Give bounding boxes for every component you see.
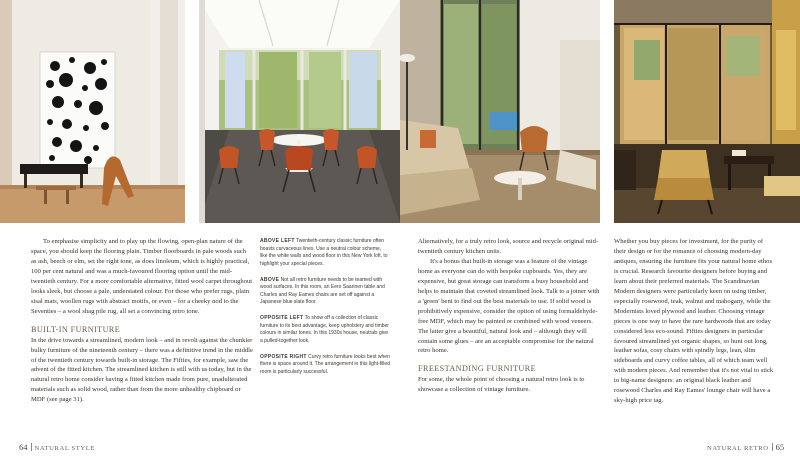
folio-right	[707, 442, 784, 452]
section-title-left: NATURAL STYLE	[34, 445, 95, 452]
caption-heading: OPPOSITE LEFT	[260, 315, 304, 322]
subheading-built-in-furniture: BUILT-IN FURNITURE	[31, 324, 121, 334]
page-number-left: 64	[19, 442, 28, 452]
freestanding-paragraph: For some, the whole point of choosing a natural retro look is to showcase a collection of vintage furniture.	[418, 376, 585, 394]
kitchen-units-paragraph: Alternatively, for a truly retro look, source and recycle original mid-twentieth century kitchen units.	[418, 238, 599, 255]
folio-divider	[31, 443, 32, 451]
caption-text: Not all retro furniture needs to be teamed with wood surfaces. In this room, an Eero Saarinen table and Charles and Ray Eames chairs are set off against a Japanese blue slate floor.	[260, 276, 385, 306]
body-column-1	[31, 237, 253, 405]
body-column-3	[418, 237, 601, 395]
dining-room-glass-photo	[199, 0, 400, 223]
body-column-4	[614, 237, 774, 406]
living-room-art-photo	[0, 0, 185, 223]
living-room-rosewood-photo	[614, 0, 800, 223]
caption-text: Twentieth-century classic furniture often boasts curvaceous lines. Use a neutral colour scheme, like the white walls and wood floor in this New York loft, to highlight your special pieces.	[260, 238, 388, 267]
built-in-paragraph: In the drive towards a streamlined, modern look – and in revolt against the chunkier bulky furniture of the nineteenth century – there was a definitive trend in the middle of the twentieth century towards built-in storage. The Fifties, for example, saw the advent of the fitted kitchen. The streamlined kitchen is still with us today, but in the natural retro home consider having a fitted kitchen made from pure, unadulterated materials such as solid wood, rather than from the more unhealthy chipboard or MDF (see page 31).	[31, 336, 253, 404]
section-title-right: NATURAL RETRO	[707, 445, 769, 452]
lounge-pool-view-photo	[400, 0, 600, 223]
captions-column	[260, 238, 390, 385]
caption-opposite-left	[260, 315, 390, 345]
caption-heading: ABOVE LEFT	[260, 238, 295, 244]
page-number-right: 65	[775, 442, 785, 452]
caption-heading: OPPOSITE RIGHT	[260, 353, 307, 360]
folio-divider	[772, 443, 773, 451]
caption-text: To show off a collection of classic furniture to its best advantage, keep upholstery and timber colours in similar tones. In this 1930s house, neutrals give a pulled-together look.	[260, 315, 389, 344]
investment-paragraph: Whether you buy pieces for investment, for the purity of their design or for the romance of choosing modern-day antiques, ensuring the furniture fits your natural home ethos is crucial. Research favourite designers before buying and learn about their preferred materials. The Scandinavian Modern designers were particularly keen on using timber, especially rosewood, teak, walnut and mahogany, while the Modernists loved plywood and leather. Choosing vintage pieces is one way to have the rare hardwoods that are today considered less eco-sound. Fifties designers in particular favoured streamlined yet organic shapes, so hunt out long, leather sofas, cosy chairs with spindly legs, lean, slim sideboards and curvy coffee tables, all of which team well with modern pieces. And remember that it's not vital to stick to big-name designers: an original black leather and rosewood Charles and Ray Eames' lounge chair will have a sky-high price tag.	[614, 238, 774, 405]
intro-paragraph: To emphasise simplicity and to play up the flowing, open-plan nature of the space, you should keep the flooring plain. Timber floorboards in pale woods such as ash, beech or elm, set the right tone, as does linoleum, which is highly practical, 100 per cent natural and was a much-favoured flooring option until the mid-twentieth century. For a more comfortable alternative, fitted wool carpet throughout looks sleek, but choose a pale, understated colour. For those who prefer rugs, plain sisal mats, woollen rugs with abstract motifs, or even – for a cheeky nod to the Seventies – a wool shag pile rug, all set a convincing retro tone.	[31, 238, 253, 315]
caption-heading: ABOVE	[260, 276, 280, 283]
caption-opposite-right	[260, 354, 390, 377]
folio-left	[19, 442, 95, 452]
subheading-freestanding-furniture: FREESTANDING FURNITURE	[418, 364, 536, 374]
caption-above	[260, 277, 390, 307]
caption-text: Curvy retro furniture looks best when there is space around it. The arrangement in this light-filled room is particularly successful.	[260, 353, 390, 375]
storage-paragraph: It's a bonus that built-in storage was a feature of the vintage home as everyone can do with bespoke cupboards. Yes, they are expensive, but great storage can transform a busy household and helps to maintain that coveted streamlined look. Talk to a joiner with a 'green' bent to find out the best materials to use. If solid wood is prohibitively expensive, consider the option of using formaldehyde-free MDF, which may be painted or combined with wood veneers. The latter give a beautiful, natural look and – although they will contain some glues – are an acceptable compromise for the natural retro home.	[418, 257, 600, 355]
caption-above-left	[260, 238, 390, 268]
